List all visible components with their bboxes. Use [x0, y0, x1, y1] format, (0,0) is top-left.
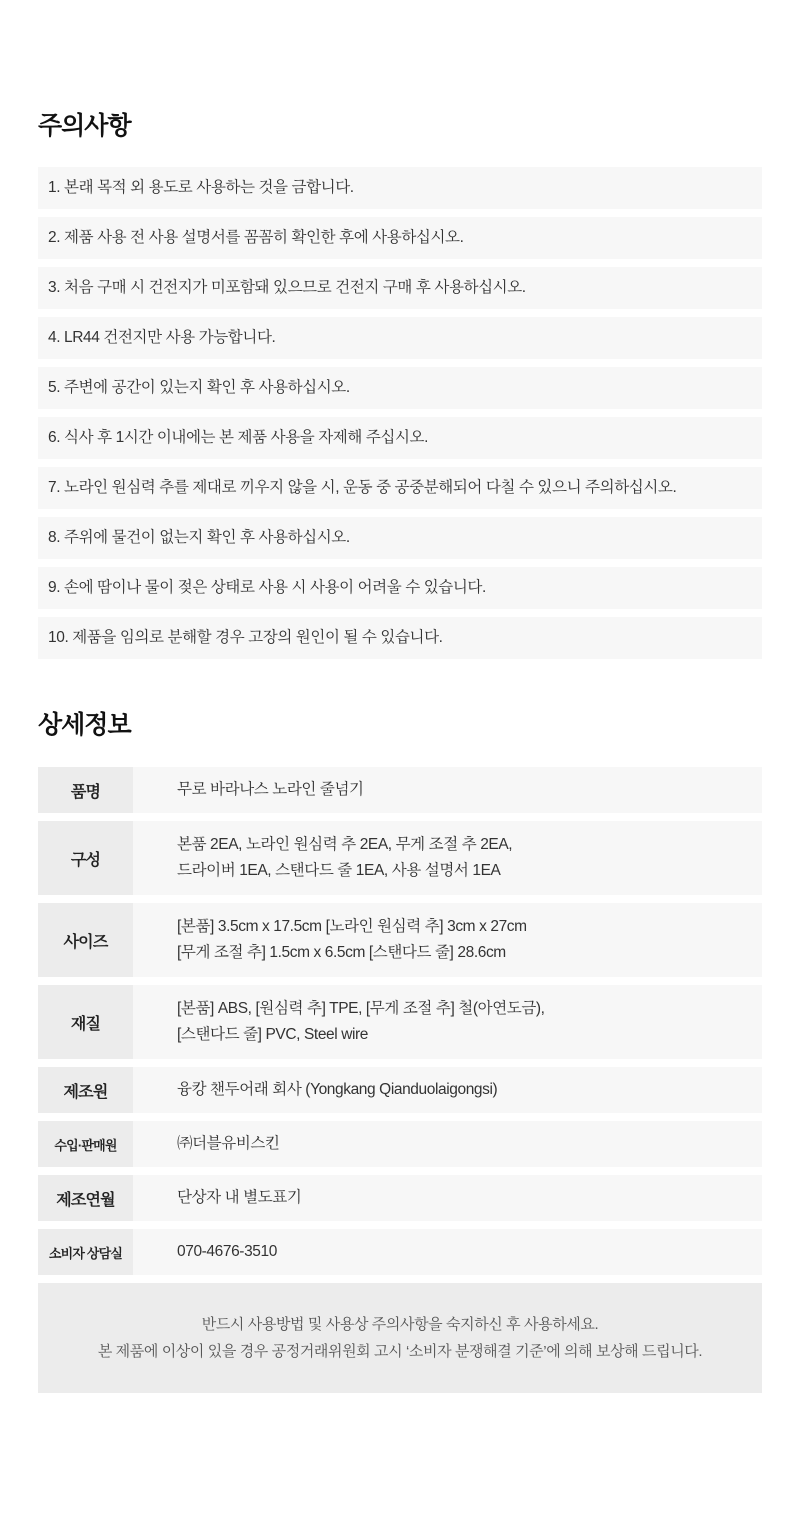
spec-label-size: 사이즈 — [38, 903, 133, 977]
spec-label-customer-service: 소비자 상담실 — [38, 1229, 133, 1275]
spec-label-composition: 구성 — [38, 821, 133, 895]
spec-row-customer-service — [38, 1229, 762, 1275]
precautions-list — [38, 167, 762, 659]
spec-value-product-name — [133, 767, 762, 813]
spec-value-manufacture-date — [133, 1175, 762, 1221]
precaution-item: 10. 제품을 임의로 분해할 경우 고장의 원인이 될 수 있습니다. — [38, 617, 762, 659]
spec-row-size — [38, 903, 762, 977]
spec-row-manufacturer — [38, 1067, 762, 1113]
precautions-title: 주의사항 — [38, 112, 131, 140]
spec-row-importer — [38, 1121, 762, 1167]
spec-label-product-name: 품명 — [38, 767, 133, 813]
precaution-item: 1. 본래 목적 외 용도로 사용하는 것을 금합니다. — [38, 167, 762, 209]
spec-table — [38, 767, 762, 1275]
precaution-item: 4. LR44 건전지만 사용 가능합니다. — [38, 317, 762, 359]
spec-value-line: 드라이버 1EA, 스탠다드 줄 1EA, 사용 설명서 1EA — [177, 862, 501, 879]
spec-value-line: 단상자 내 별도표기 — [177, 1189, 302, 1206]
spec-value-customer-service — [133, 1229, 762, 1275]
precaution-item: 6. 식사 후 1시간 이내에는 본 제품 사용을 자제해 주십시오. — [38, 417, 762, 459]
spec-value-line: 본품 2EA, 노라인 원심력 추 2EA, 무게 조절 추 2EA, — [177, 836, 513, 853]
spec-label-manufacture-date: 제조연월 — [38, 1175, 133, 1221]
precaution-item: 7. 노라인 원심력 추를 제대로 끼우지 않을 시, 운동 중 공중분해되어 다칠 수 있으니 주의하십시오. — [38, 467, 762, 509]
spec-value-manufacturer — [133, 1067, 762, 1113]
precaution-item: 2. 제품 사용 전 사용 설명서를 꼼꼼히 확인한 후에 사용하십시오. — [38, 217, 762, 259]
spec-row-composition — [38, 821, 762, 895]
precaution-item: 5. 주변에 공간이 있는지 확인 후 사용하십시오. — [38, 367, 762, 409]
usage-notice-line: 반드시 사용방법 및 사용상 주의사항을 숙지하신 후 사용하세요. — [201, 1316, 599, 1333]
spec-label-manufacturer: 제조원 — [38, 1067, 133, 1113]
spec-row-material — [38, 985, 762, 1059]
spec-value-line: [스탠다드 줄] PVC, Steel wire — [177, 1026, 369, 1043]
usage-notice-box — [38, 1283, 762, 1393]
spec-label-importer: 수입·판매원 — [38, 1121, 133, 1167]
details-title: 상세정보 — [38, 711, 131, 739]
spec-value-material — [133, 985, 762, 1059]
spec-value-line: 무로 바라나스 노라인 줄넘기 — [177, 781, 364, 798]
spec-value-line: 융캉 챈두어래 회사 (Yongkang Qianduolaigongsi) — [177, 1081, 498, 1098]
spec-row-product-name — [38, 767, 762, 813]
spec-value-line: [무게 조절 추] 1.5cm x 6.5cm [스탠다드 줄] 28.6cm — [177, 944, 506, 961]
spec-value-line: 070-4676-3510 — [177, 1243, 277, 1260]
precaution-item: 3. 처음 구매 시 건전지가 미포함돼 있으므로 건전지 구매 후 사용하십시오. — [38, 267, 762, 309]
spec-label-material: 재질 — [38, 985, 133, 1059]
precaution-item: 8. 주위에 물건이 없는지 확인 후 사용하십시오. — [38, 517, 762, 559]
spec-value-importer — [133, 1121, 762, 1167]
spec-value-size — [133, 903, 762, 977]
usage-notice-line: 본 제품에 이상이 있을 경우 공정거래위원회 고시 ‘소비자 분쟁해결 기준’에 의해 보상해 드립니다. — [97, 1343, 703, 1360]
spec-value-line: [본품] ABS, [원심력 추] TPE, [무게 조절 추] 철(아연도금), — [177, 1000, 545, 1017]
spec-value-line: ㈜더블유비스킨 — [177, 1135, 280, 1152]
spec-row-manufacture-date — [38, 1175, 762, 1221]
spec-value-composition — [133, 821, 762, 895]
precaution-item: 9. 손에 땀이나 물이 젖은 상태로 사용 시 사용이 어려울 수 있습니다. — [38, 567, 762, 609]
spec-value-line: [본품] 3.5cm x 17.5cm [노라인 원심력 추] 3cm x 27cm — [177, 918, 527, 935]
